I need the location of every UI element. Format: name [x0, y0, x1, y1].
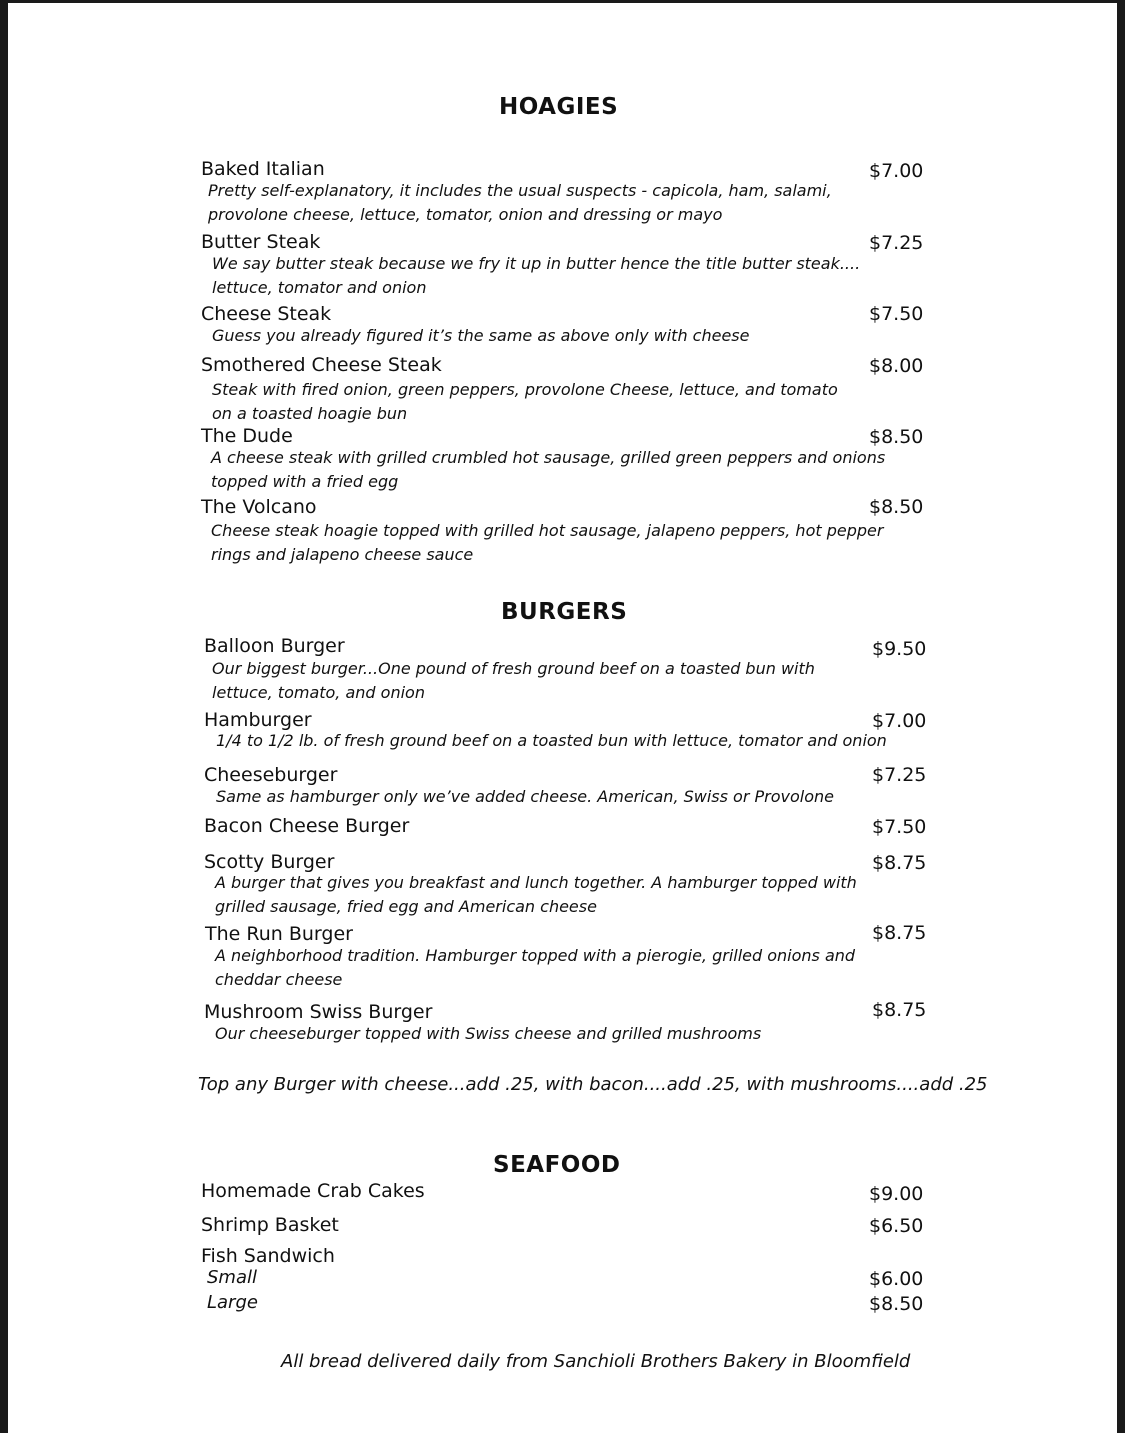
item-price: $8.75	[872, 852, 927, 874]
item-price: $8.75	[872, 922, 927, 944]
item-description: We say butter steak because we fry it up in butter hence the title butter steak....	[212, 254, 861, 273]
item-name: The Run Burger	[205, 923, 353, 945]
item-price: $8.75	[872, 999, 927, 1021]
item-price: $7.25	[869, 232, 924, 254]
item-name: Mushroom Swiss Burger	[204, 1001, 433, 1023]
item-description: A burger that gives you breakfast and lunch together. A hamburger topped with	[215, 873, 857, 892]
item-name: Fish Sandwich	[201, 1245, 335, 1267]
item-description: lettuce, tomator and onion	[212, 278, 427, 297]
item-description: Our biggest burger...One pound of fresh ground beef on a toasted bun with	[212, 659, 815, 678]
item-name: Balloon Burger	[204, 635, 345, 657]
item-name: Hamburger	[204, 709, 312, 731]
size-label: Small	[207, 1267, 257, 1288]
size-price: $8.50	[869, 1293, 924, 1315]
item-description: Same as hamburger only we’ve added cheese. American, Swiss or Provolone	[216, 787, 834, 806]
item-price: $8.50	[869, 496, 924, 518]
item-description: Guess you already figured it’s the same as above only with cheese	[212, 326, 750, 345]
item-description: rings and jalapeno cheese sauce	[211, 545, 474, 564]
item-price: $7.00	[869, 160, 924, 182]
item-price: $8.00	[869, 355, 924, 377]
item-name: Shrimp Basket	[201, 1214, 339, 1236]
item-description: 1/4 to 1/2 lb. of fresh ground beef on a toasted bun with lettuce, tomator and onion	[216, 731, 887, 750]
item-name: Cheeseburger	[204, 764, 338, 786]
item-description: on a toasted hoagie bun	[212, 404, 408, 423]
item-description: A neighborhood tradition. Hamburger topped with a pierogie, grilled onions and	[215, 946, 856, 965]
item-name: Butter Steak	[201, 231, 321, 253]
item-description: Our cheeseburger topped with Swiss cheese and grilled mushrooms	[215, 1024, 762, 1043]
item-price: $7.50	[872, 816, 927, 838]
item-name: The Volcano	[201, 496, 317, 518]
size-price: $6.00	[869, 1268, 924, 1290]
bread-footer-note: All bread delivered daily from Sanchioli Brothers Bakery in Bloomfield	[281, 1351, 911, 1372]
item-description: cheddar cheese	[215, 970, 343, 989]
section-title-hoagies: HOAGIES	[499, 94, 619, 120]
section-title-seafood: SEAFOOD	[493, 1152, 621, 1178]
item-description: Cheese steak hoagie topped with grilled hot sausage, jalapeno peppers, hot pepper	[211, 521, 884, 540]
item-price: $7.00	[872, 710, 927, 732]
item-description: A cheese steak with grilled crumbled hot sausage, grilled green peppers and onions	[211, 448, 886, 467]
item-name: Smothered Cheese Steak	[201, 354, 442, 376]
item-description: Pretty self-explanatory, it includes the usual suspects - capicola, ham, salami,	[208, 181, 832, 200]
item-description: lettuce, tomato, and onion	[212, 683, 425, 702]
item-price: $7.50	[869, 303, 924, 325]
section-title-burgers: BURGERS	[501, 599, 628, 625]
item-name: Scotty Burger	[204, 851, 335, 873]
item-price: $6.50	[869, 1215, 924, 1237]
size-label: Large	[207, 1292, 258, 1313]
item-description: provolone cheese, lettuce, tomator, onion and dressing or mayo	[208, 205, 723, 224]
item-name: The Dude	[201, 425, 293, 447]
item-price: $9.00	[869, 1183, 924, 1205]
item-name: Cheese Steak	[201, 303, 332, 325]
item-description: Steak with fired onion, green peppers, provolone Cheese, lettuce, and tomato	[212, 380, 838, 399]
item-price: $7.25	[872, 764, 927, 786]
item-description: topped with a fried egg	[211, 472, 399, 491]
item-name: Bacon Cheese Burger	[204, 815, 410, 837]
item-price: $9.50	[872, 638, 927, 660]
menu-page	[8, 3, 1117, 1433]
item-name: Homemade Crab Cakes	[201, 1180, 425, 1202]
item-description: grilled sausage, fried egg and American cheese	[215, 897, 597, 916]
item-price: $8.50	[869, 426, 924, 448]
item-name: Baked Italian	[201, 158, 325, 180]
burger-toppings-note: Top any Burger with cheese...add .25, with bacon....add .25, with mushrooms....add .25	[198, 1074, 988, 1095]
